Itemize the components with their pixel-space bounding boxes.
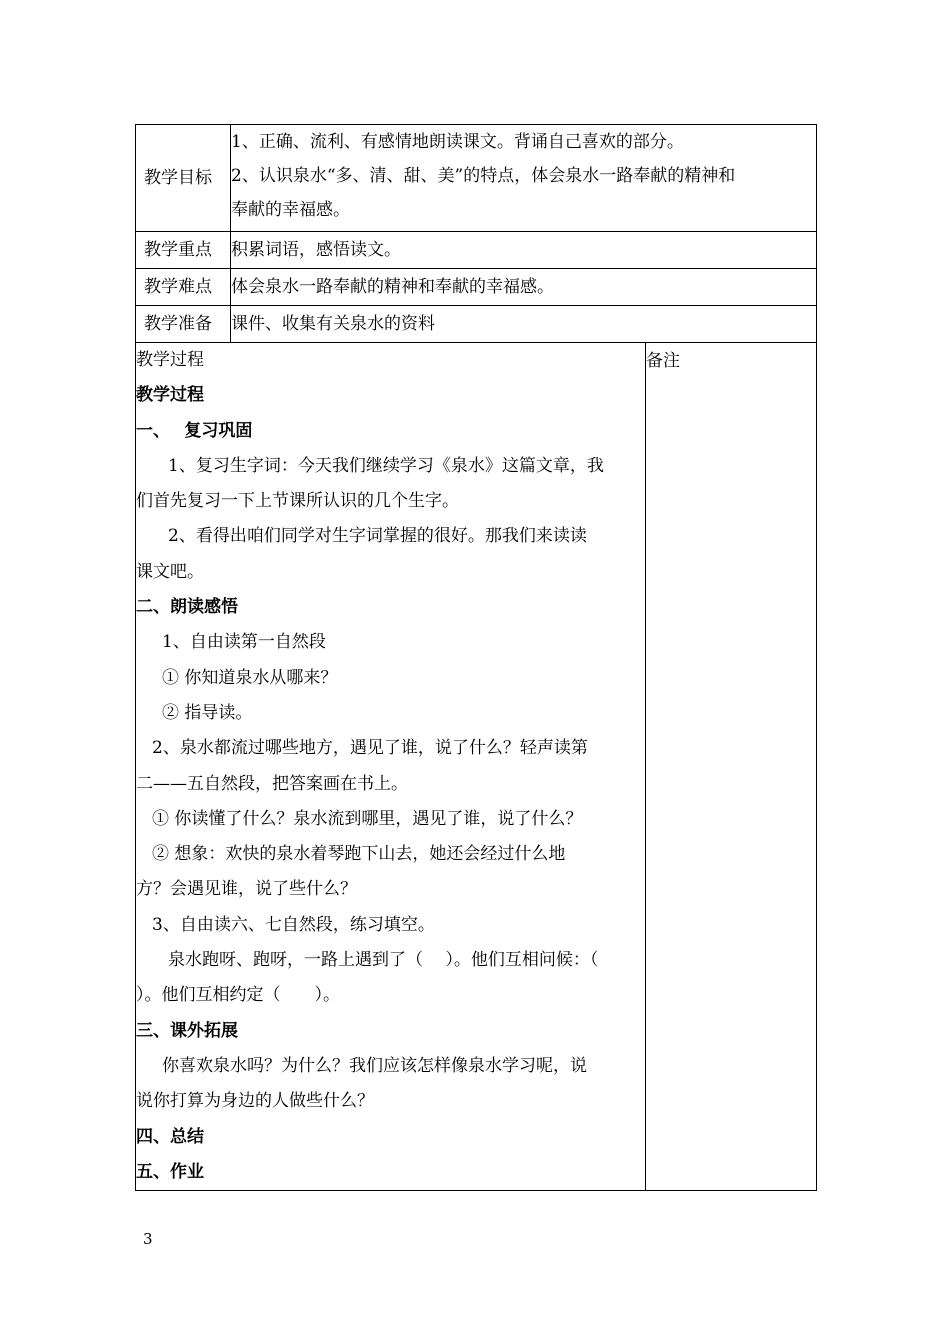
difficulties-row bbox=[136, 269, 817, 306]
goals-label-cell bbox=[136, 125, 231, 232]
section-5-heading: 五、作业 bbox=[136, 1161, 204, 1182]
section-1-line-4: 课文吧。 bbox=[136, 561, 204, 582]
section-2-line-7: ② 想象：欢快的泉水着琴跑下山去，她还会经过什么地 bbox=[152, 844, 566, 865]
process-header: 教学过程 bbox=[136, 350, 204, 370]
section-1-heading: 一、 复习巩固 bbox=[136, 420, 253, 441]
section-2-line-5: 二——五自然段，把答案画在书上。 bbox=[136, 773, 408, 794]
process-title: 教学过程 bbox=[136, 385, 204, 406]
page-number: 3 bbox=[143, 1230, 153, 1248]
difficulties-value: 体会泉水一路奉献的精神和奉献的幸福感。 bbox=[231, 277, 554, 297]
section-1-line-2: 们首先复习一下上节课所认识的几个生字。 bbox=[136, 491, 459, 512]
preparation-label: 教学准备 bbox=[144, 314, 212, 334]
section-2-line-3: ② 指导读。 bbox=[162, 702, 253, 723]
key-points-label: 教学重点 bbox=[144, 240, 212, 260]
notes-cell bbox=[646, 343, 817, 1191]
section-1-line-1: 1、复习生字词：今天我们继续学习《泉水》这篇文章，我 bbox=[168, 455, 604, 476]
goals-content-cell bbox=[231, 125, 817, 232]
section-2-line-1: 1、自由读第一自然段 bbox=[162, 632, 326, 653]
difficulties-content-cell bbox=[231, 269, 817, 306]
preparation-row bbox=[136, 306, 817, 343]
goal-line-3: 奉献的幸福感。 bbox=[231, 200, 350, 220]
preparation-content-cell bbox=[231, 306, 817, 343]
goals-label: 教学目标 bbox=[144, 168, 212, 188]
key-points-content-cell bbox=[231, 232, 817, 269]
goal-line-1: 1、正确、流利、有感情地朗读课文。背诵自己喜欢的部分。 bbox=[231, 132, 684, 152]
process-row bbox=[136, 343, 817, 1191]
section-2-line-8: 方？会遇见谁，说了些什么？ bbox=[136, 879, 357, 900]
preparation-value: 课件、收集有关泉水的资料 bbox=[231, 314, 435, 334]
goals-row bbox=[136, 125, 817, 232]
section-2-line-2: ① 你知道泉水从哪来？ bbox=[162, 667, 338, 688]
section-2-line-10: 泉水跑呀、跑呀，一路上遇到了（ ）。他们互相问候：（ bbox=[168, 950, 599, 971]
section-2-line-9: 3、自由读六、七自然段，练习填空。 bbox=[152, 914, 435, 935]
section-2-heading: 二、朗读感悟 bbox=[136, 597, 238, 618]
section-3-line-1: 你喜欢泉水吗？为什么？我们应该怎样像泉水学习呢，说 bbox=[162, 1055, 587, 1076]
process-cell bbox=[136, 343, 646, 1191]
section-4-heading: 四、总结 bbox=[136, 1126, 204, 1147]
difficulties-label-cell bbox=[136, 269, 231, 306]
section-2-line-11: ）。他们互相约定（ ）。 bbox=[136, 985, 340, 1006]
section-2-line-4: 2、泉水都流过哪些地方，遇见了谁，说了什么？轻声读第 bbox=[152, 738, 588, 759]
notes-header: 备注 bbox=[646, 351, 680, 371]
section-3-heading: 三、课外拓展 bbox=[136, 1020, 238, 1041]
section-1-line-3: 2、看得出咱们同学对生字词掌握的很好。那我们来读读 bbox=[168, 526, 587, 547]
preparation-label-cell bbox=[136, 306, 231, 343]
section-2-line-6: ① 你读懂了什么？泉水流到哪里，遇见了谁，说了什么？ bbox=[152, 808, 583, 829]
key-points-label-cell bbox=[136, 232, 231, 269]
goal-line-2: 2、认识泉水“多、清、甜、美”的特点，体会泉水一路奉献的精神和 bbox=[231, 166, 736, 186]
key-points-row bbox=[136, 232, 817, 269]
difficulties-label: 教学难点 bbox=[144, 277, 212, 297]
lesson-plan-table bbox=[135, 124, 817, 1191]
key-points-value: 积累词语，感悟读文。 bbox=[231, 240, 401, 260]
section-3-line-2: 说你打算为身边的人做些什么？ bbox=[136, 1091, 374, 1112]
